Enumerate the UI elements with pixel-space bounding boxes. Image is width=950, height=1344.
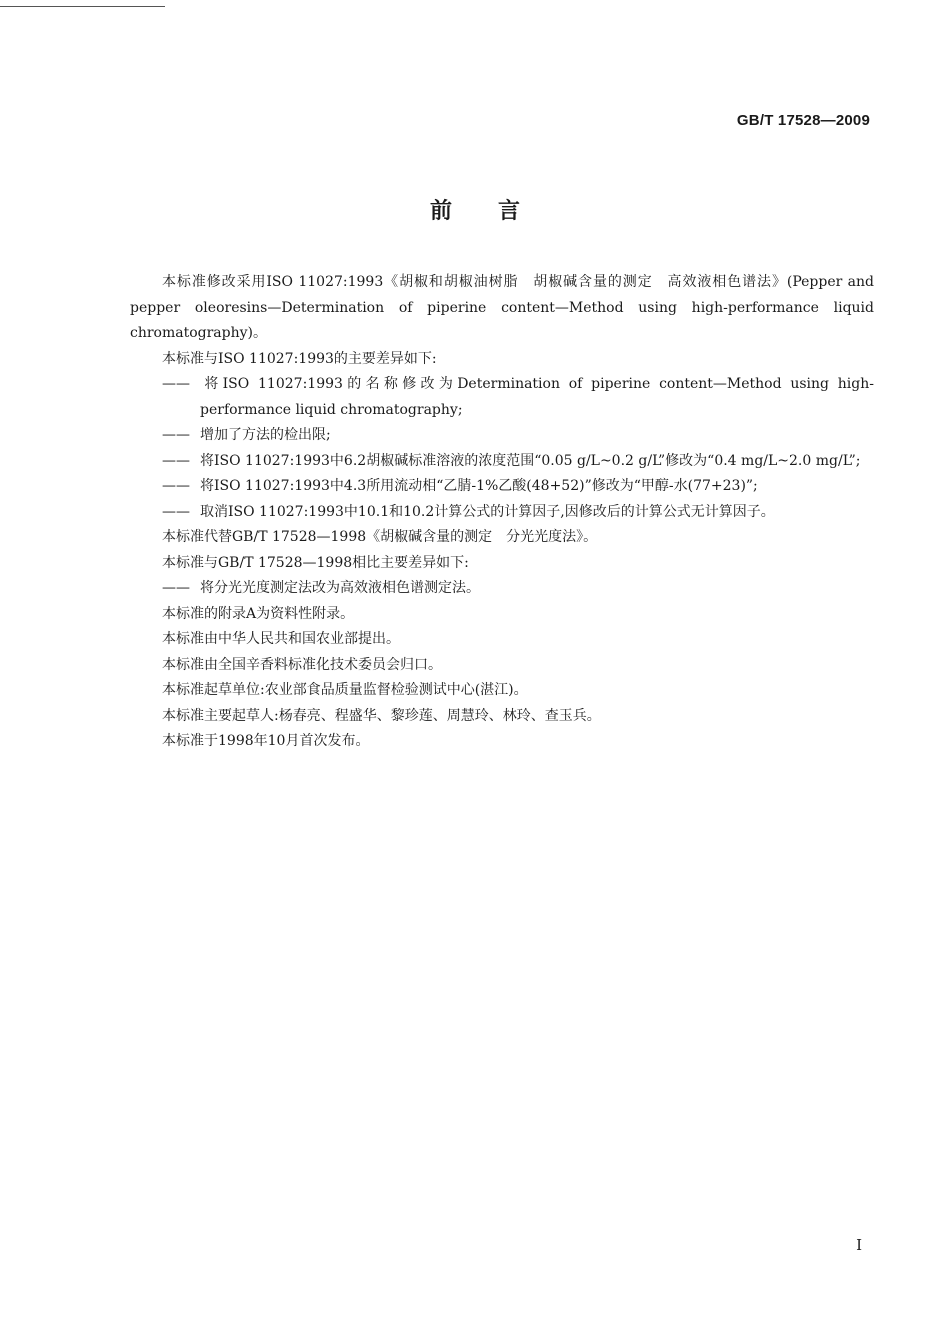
- list-item: [162, 500, 874, 526]
- list-item-text: 将ISO 11027:1993中4.3所用流动相“乙腈-1%乙酸(48+52)”修改为“甲醇-水(77+23)”;: [200, 478, 758, 494]
- list-item: [162, 423, 874, 449]
- list-item-text: 将ISO 11027:1993中6.2胡椒碱标准溶液的浓度范围“0.05 g/L~0.2 g/L”修改为“0.4 mg/L~2.0 mg/L”;: [200, 452, 861, 469]
- page-number: I: [856, 1236, 862, 1254]
- list-item-text: 取消ISO 11027:1993中10.1和10.2计算公式的计算因子,因修改后的计算公式无计算因子。: [200, 503, 775, 520]
- paragraph-supersedes: 本标准代替GB/T 17528—1998《胡椒碱含量的测定 分光光度法》。: [162, 529, 598, 545]
- list-item: [162, 449, 874, 475]
- dash-marker: ——: [162, 478, 190, 494]
- list-item-text: 增加了方法的检出限;: [200, 427, 331, 443]
- dash-marker: ——: [162, 580, 190, 596]
- list-item-text: 将ISO 11027:1993的名称修改为Determination of piperine content—Method using high-performance liquid chromatography;: [200, 376, 874, 418]
- page-title: 前言: [429, 199, 566, 224]
- dash-marker: ——: [162, 427, 190, 443]
- dash-marker: ——: [162, 452, 190, 469]
- standard-code: GB/T 17528—2009: [736, 112, 870, 129]
- paragraph-committee: 本标准由全国辛香料标准化技术委员会归口。: [162, 656, 442, 673]
- paragraph-drafting-unit: 本标准起草单位:农业部食品质量监督检验测试中心(湛江)。: [162, 682, 528, 698]
- document-body: [130, 270, 874, 755]
- list-item-text: 将分光光度测定法改为高效液相色谱测定法。: [200, 580, 480, 596]
- list-item: [162, 474, 874, 500]
- paragraph-adoption: 本标准修改采用ISO 11027:1993《胡椒和胡椒油树脂 胡椒碱含量的测定 高效液相色谱法》(Pepper and pepper oleoresins—Determination of piperine content—Method using high-performance liquid chromatography)。: [130, 274, 874, 341]
- dash-marker: ——: [162, 376, 190, 392]
- top-rule: [0, 6, 165, 7]
- paragraph-annex: 本标准的附录A为资料性附录。: [162, 605, 355, 622]
- list-item: [162, 372, 874, 423]
- paragraph-first-release: 本标准于1998年10月首次发布。: [162, 733, 370, 749]
- paragraph-proposer: 本标准由中华人民共和国农业部提出。: [162, 631, 400, 647]
- paragraph-differences-iso: 本标准与ISO 11027:1993的主要差异如下:: [162, 350, 437, 367]
- list-item: [162, 576, 874, 602]
- paragraph-drafters: 本标准主要起草人:杨春亮、程盛华、黎珍莲、周慧玲、林玲、查玉兵。: [162, 707, 601, 724]
- paragraph-differences-old: 本标准与GB/T 17528—1998相比主要差异如下:: [162, 554, 469, 571]
- dash-marker: ——: [162, 503, 190, 520]
